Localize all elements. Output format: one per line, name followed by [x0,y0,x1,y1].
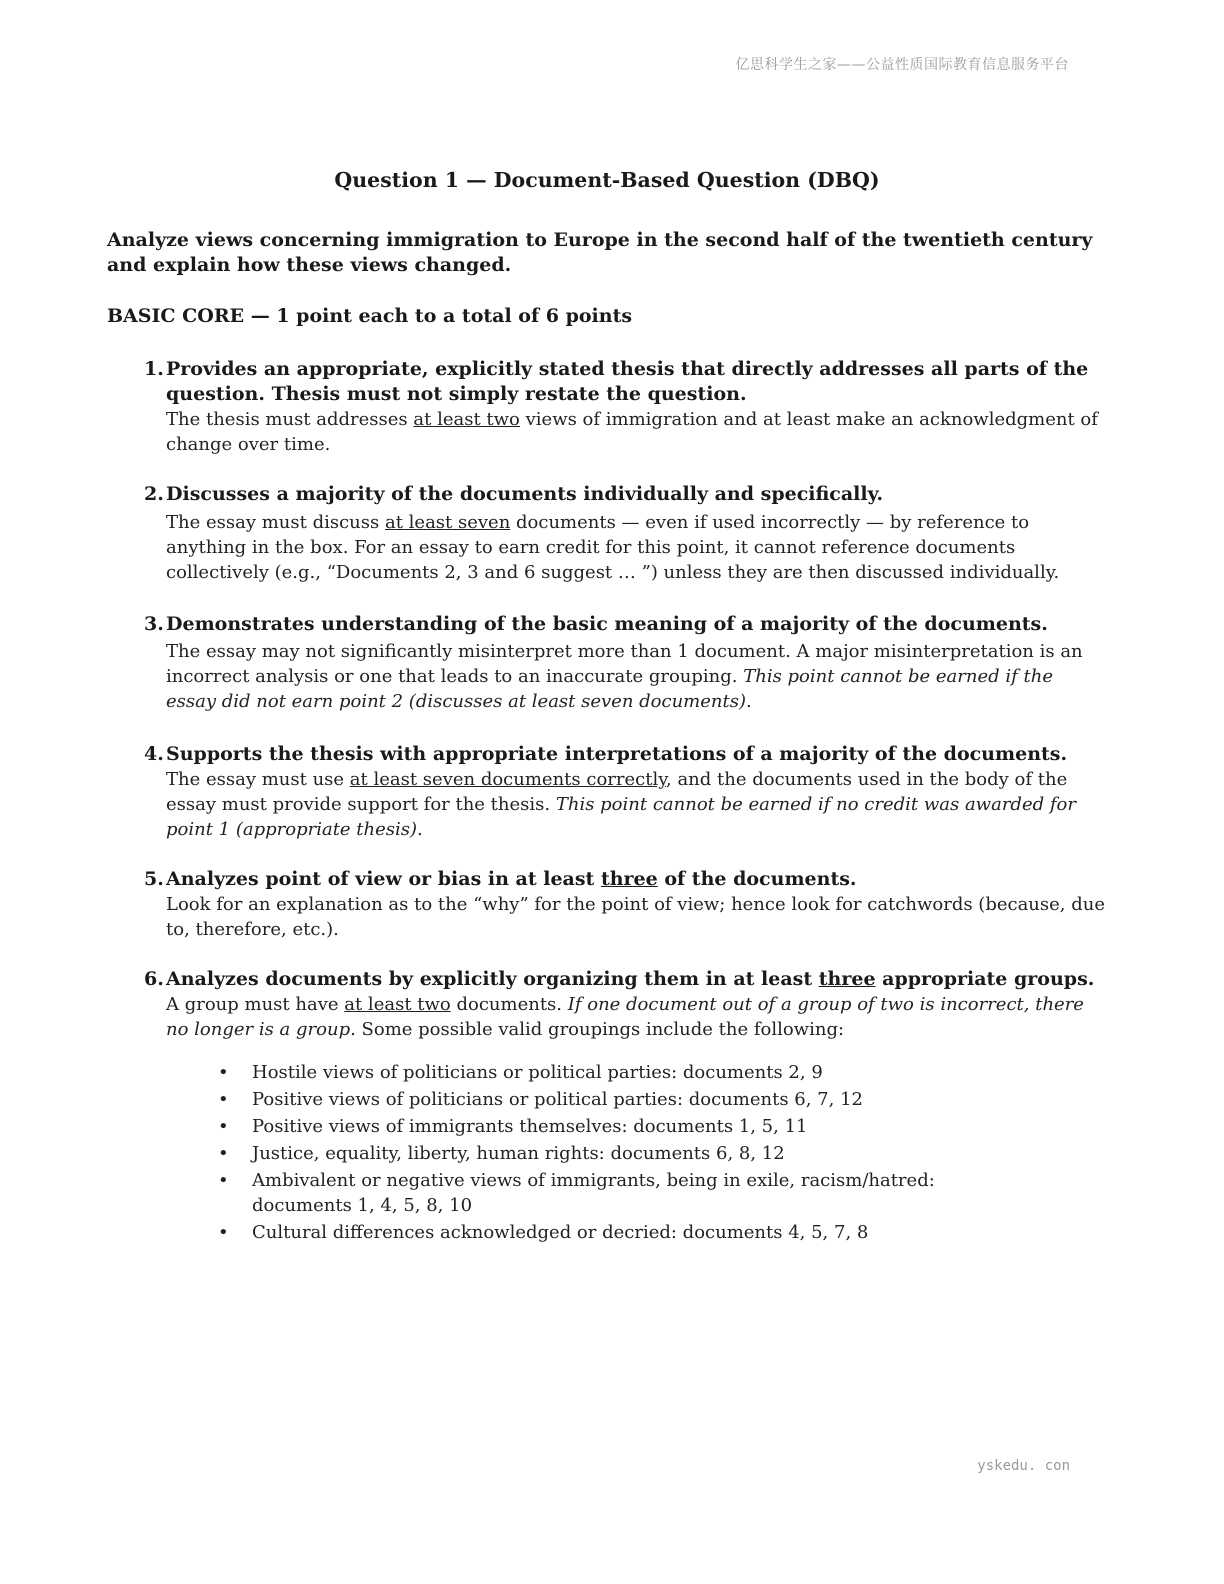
italic-text: This point cannot be earned if no credit was awarded for point 1 (appropriate thesis) [166,794,1076,840]
underlined-text: three [600,868,658,890]
underlined-text: three [818,968,876,990]
text-segment: The essay must use [166,769,350,790]
list-item [218,1087,1107,1112]
question-prompt: Analyze views concerning immigration to Europe in the second half of the twentieth century and explain how these views changed. [107,229,1093,276]
grouping-text: Ambivalent or negative views of immigrants, being in exile, racism/hatred: documents 1, 4, 5, 8, 10 [252,1170,935,1216]
criterion-title: Discusses a majority of the documents individually and specifically. [166,483,884,505]
criterion-number: 4. [144,743,164,765]
underlined-text: at least seven documents correctly [349,769,666,790]
bullet-icon: • [218,1143,229,1164]
text-segment: . [417,819,423,840]
text-segment: Analyzes documents by explicitly organizing them in at least [166,968,819,990]
header-watermark: 亿思科学生之家——公益性质国际教育信息服务平台 [735,57,1069,73]
grouping-text: Positive views of politicians or political parties: documents 6, 7, 12 [252,1089,863,1110]
bullet-icon: • [218,1222,229,1243]
criterion-title [166,867,857,892]
text-segment: documents. [450,994,568,1015]
text-segment: documents — even if used incorrectly — by reference to anything in the box. For an essay to earn credit for this point, it cannot reference documents collectively (e.g., “Documents 2, 3 and 6 suggest … ”) unless they are then discussed individually. [166,512,1060,583]
criterion-6 [144,967,1107,1245]
bullet-icon: • [218,1062,229,1083]
criterion-2 [144,482,1107,585]
criterion-5 [144,867,1107,942]
list-item [218,1168,952,1218]
text-segment: Some possible valid groupings include the following: [355,1019,845,1040]
criterion-1 [144,357,1107,457]
underlined-text: at least seven [384,512,511,533]
text-segment: The essay may not significantly misinterpret more than 1 document. A major misinterpretation is an incorrect analysis or one that leads to an inaccurate grouping. [166,641,1083,687]
criterion-description [166,767,1107,842]
criterion-heading [144,612,1107,637]
grouping-text: Positive views of immigrants themselves: documents 1, 5, 11 [252,1116,808,1137]
criterion-description [166,992,1107,1042]
criterion-number: 5. [144,868,164,890]
criterion-heading [144,482,1107,507]
criterion-heading [144,357,1107,407]
underlined-text: at least two [344,994,451,1015]
criterion-description: Look for an explanation as to the “why” for the point of view; hence look for catchwords (because, due to, therefore, etc.). [166,894,1105,940]
text-segment: The thesis must addresses [166,409,414,430]
page-title: Question 1 — Document-Based Question (DBQ) [334,168,880,192]
criterion-number: 3. [144,613,164,635]
underlined-text: at least two [413,409,520,430]
bullet-icon: • [218,1170,229,1191]
criterion-3 [144,612,1107,714]
grouping-text: Cultural differences acknowledged or decried: documents 4, 5, 7, 8 [252,1222,869,1243]
italic-text: This point cannot be earned if the essay did not earn point 2 (discusses at least seven documents) [166,666,1053,712]
text-segment: views of immigration and at least make an acknowledgment of change over time. [166,409,1098,455]
italic-text: If one document out of a group of two is incorrect, there no longer is a group. [166,994,1084,1040]
criterion-description [166,639,1107,714]
text-segment: appropriate groups. [875,968,1095,990]
text-segment: A group must have [166,994,345,1015]
criterion-heading [144,867,1107,892]
criterion-number: 6. [144,968,164,990]
list-item [218,1114,1107,1139]
criterion-heading [144,742,1107,767]
groupings-list [144,1060,1107,1245]
text-segment: . [745,691,752,712]
criterion-title [166,967,1094,992]
criterion-title: Provides an appropriate, explicitly stated thesis that directly addresses all parts of the question. Thesis must not simply restate the question. [166,358,1089,405]
criterion-number: 1. [144,358,164,380]
criterion-heading [144,967,1107,992]
criterion-description [166,510,1107,585]
list-item [218,1141,1107,1166]
criterion-4 [144,742,1107,842]
text-segment: of the documents. [657,868,857,890]
criterion-title: Supports the thesis with appropriate interpretations of a majority of the documents. [166,743,1068,765]
list-item [218,1060,1107,1085]
list-item [218,1220,1107,1245]
text-segment: , and the documents used in the body of the essay must provide support for the thesis. [166,769,1068,815]
grouping-text: Justice, equality, liberty, human rights: documents 6, 8, 12 [252,1143,785,1164]
text-segment: The essay must discuss [166,512,385,533]
bullet-icon: • [218,1089,229,1110]
grouping-text: Hostile views of politicians or political parties: documents 2, 9 [252,1062,823,1083]
text-segment: Analyzes point of view or bias in at least [166,868,601,890]
criterion-title: Demonstrates understanding of the basic meaning of a majority of the documents. [166,613,1048,635]
criterion-description [166,407,1107,457]
footer-watermark: yskedu. con [977,1458,1070,1474]
document-body [107,168,1107,1270]
criterion-number: 2. [144,483,164,505]
bullet-icon: • [218,1116,229,1137]
core-heading: BASIC CORE — 1 point each to a total of 6 points [107,305,633,327]
